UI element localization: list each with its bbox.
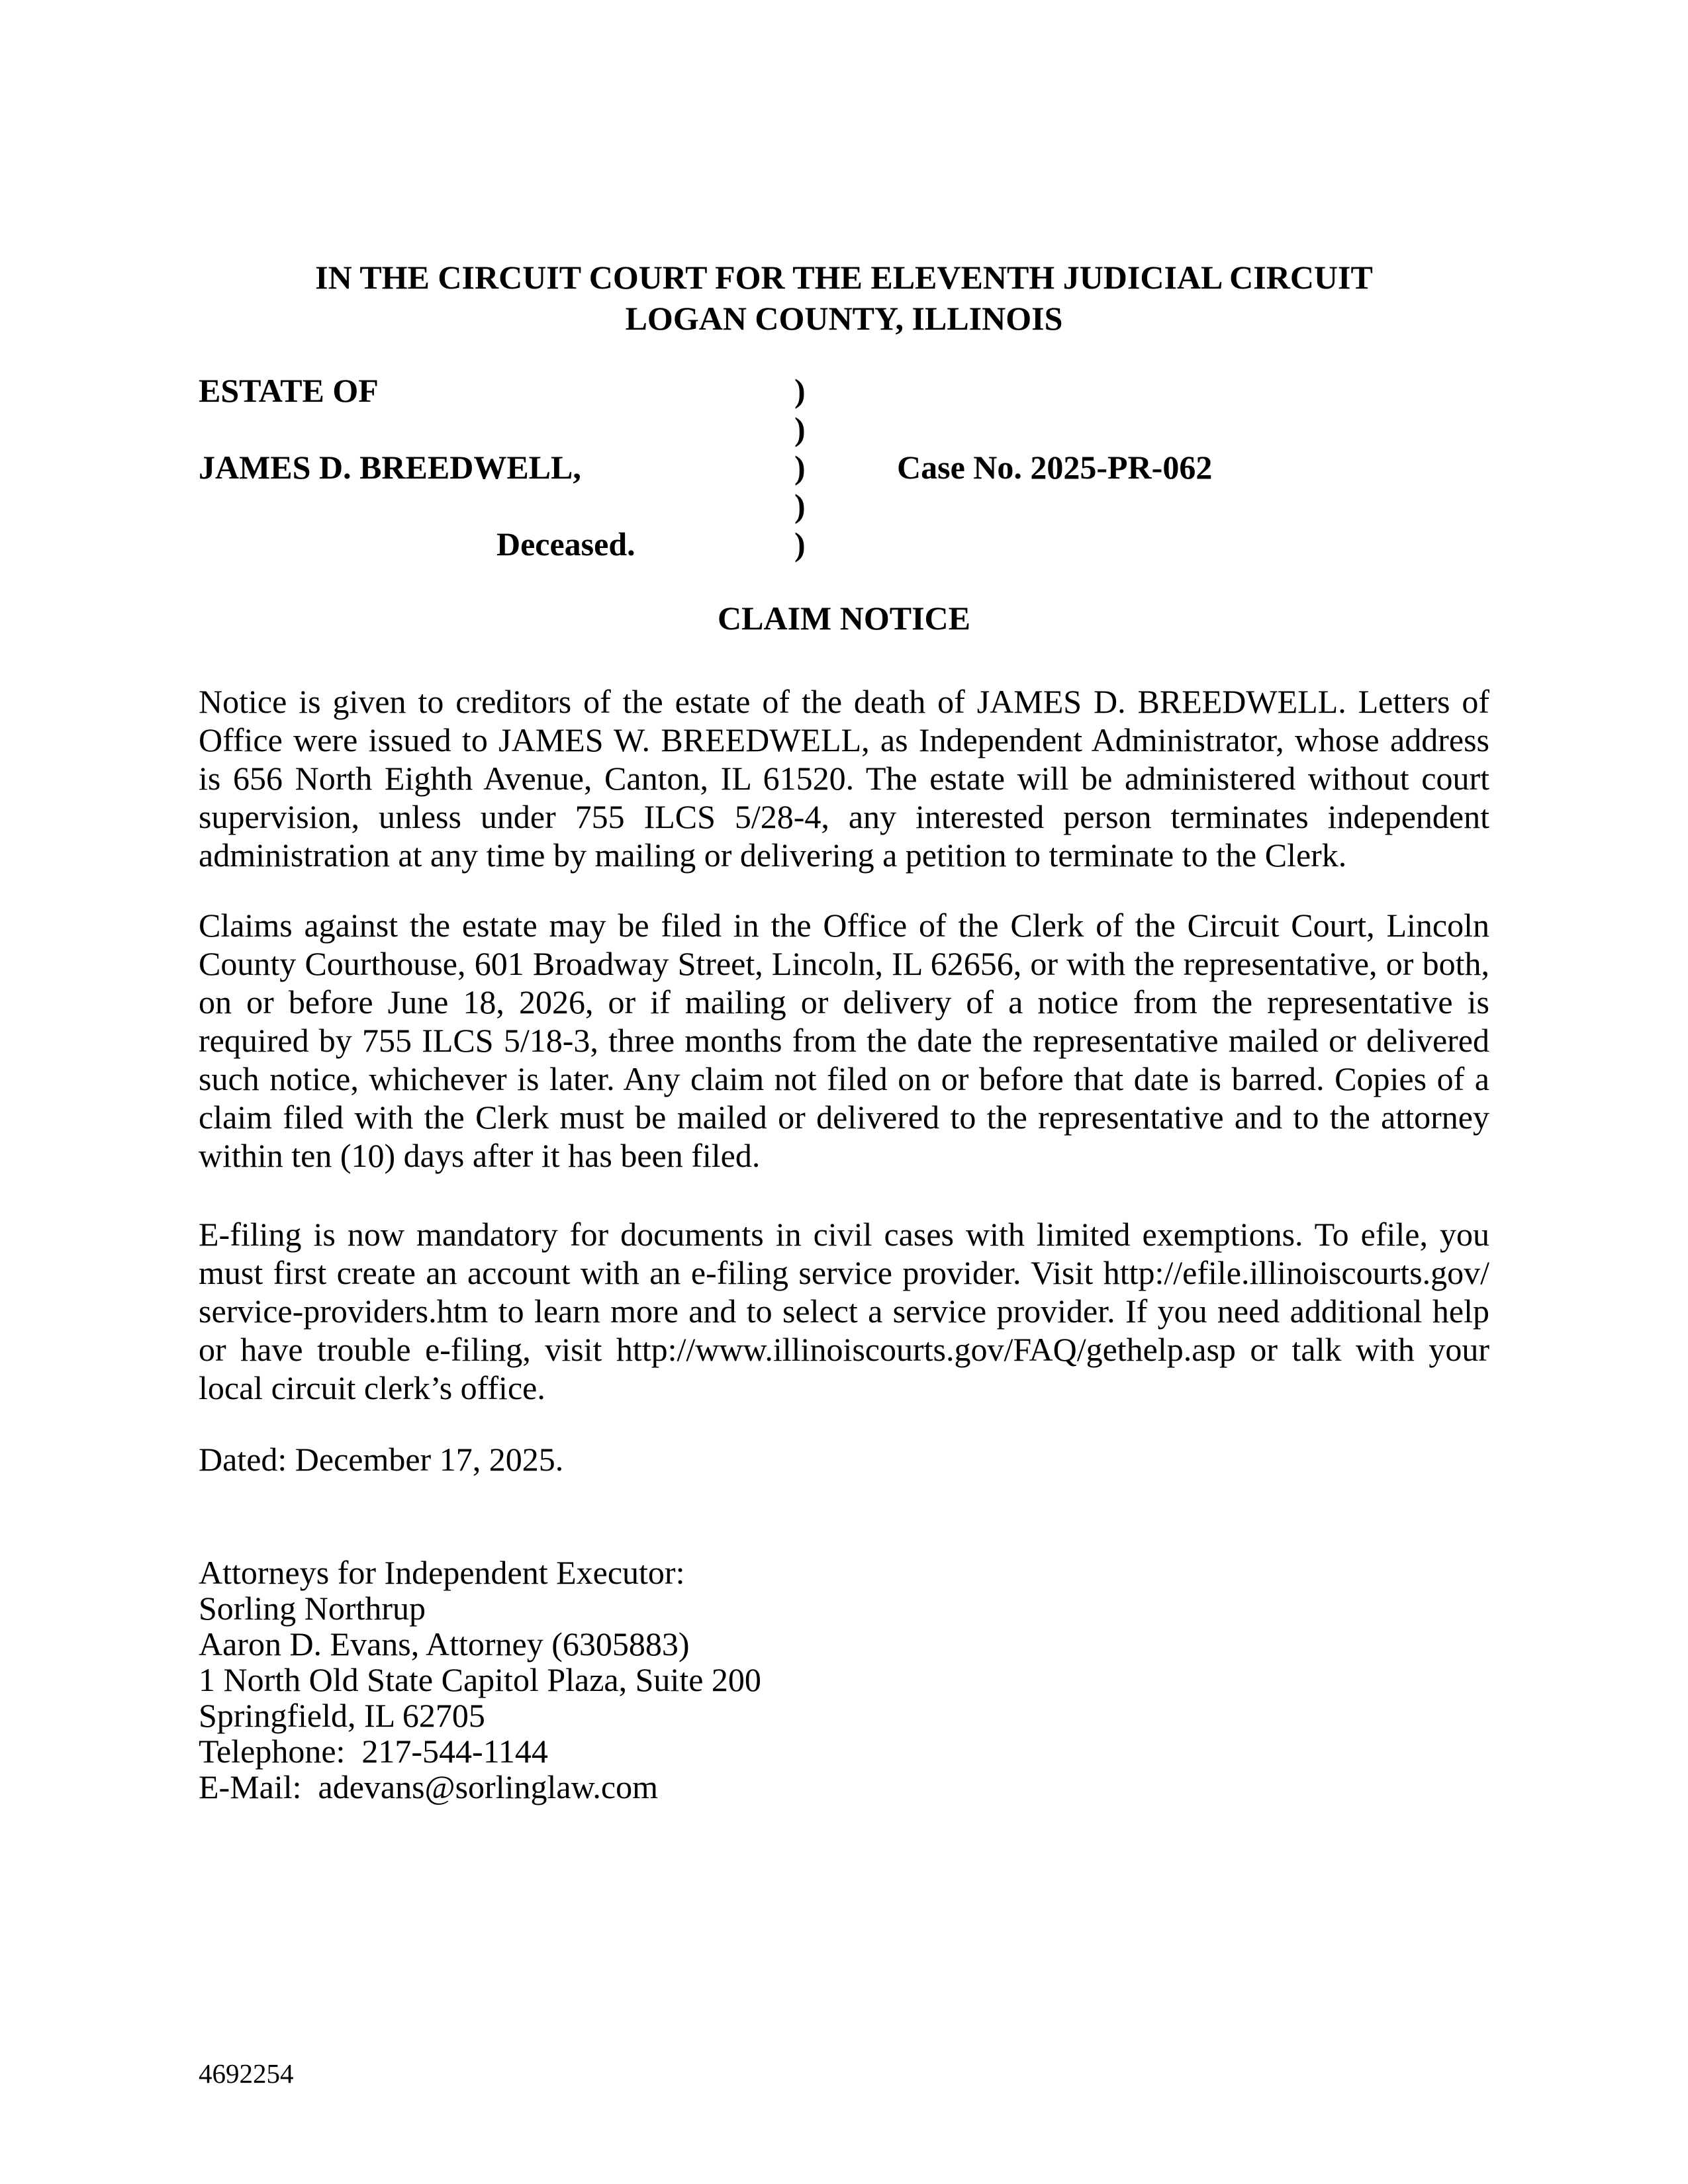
court-header-line-1: IN THE CIRCUIT COURT FOR THE ELEVENTH JUDICIAL CIRCUIT [315, 259, 1373, 296]
court-header [199, 257, 1489, 339]
attorney-block [199, 1555, 1489, 1805]
estate-of-label: ESTATE OF [199, 372, 379, 409]
attorney-phone-line: Telephone: 217-544-1144 [199, 1733, 548, 1770]
case-number: Case No. 2025-PR-062 [897, 449, 1213, 486]
attorney-address-line-1: 1 North Old State Capitol Plaza, Suite 200 [199, 1661, 761, 1698]
caption-paren-2: ) [794, 410, 806, 447]
decedent-name: JAMES D. BREEDWELL, [199, 449, 581, 486]
attorney-role-line: Attorneys for Independent Executor: [199, 1554, 685, 1591]
case-caption [199, 371, 1489, 563]
paragraph-claims-filing: Claims against the estate may be filed in the Office of the Clerk of the Circuit Court, Lincoln County Courthouse, 601 Broadway Street, Lincoln, IL 62656, or with the representative, or both, on or before June 18, 2026, or if mailing or delivery of a notice from the representative is required by 755 ILCS 5/18-3, three months from the date the representative mailed or delivered such notice, whichever is later. Any claim not filed on or before that date is barred. Copies of a claim filed with the Clerk must be mailed or delivered to the representative and to the attorney within ten (10) days after it has been filed. [199, 907, 1489, 1174]
attorney-firm-line: Sorling Northrup [199, 1590, 426, 1627]
caption-spacer [897, 410, 1489, 448]
document-id-footer: 4692254 [199, 2058, 294, 2089]
caption-paren-3: ) [794, 449, 806, 486]
caption-spacer [897, 525, 1489, 563]
deceased-label: Deceased. [496, 525, 635, 563]
caption-spacer [199, 486, 794, 525]
court-header-line-2: LOGAN COUNTY, ILLINOIS [625, 300, 1063, 337]
caption-spacer [897, 486, 1489, 525]
caption-paren-4: ) [794, 487, 806, 524]
attorney-name-line: Aaron D. Evans, Attorney (6305883) [199, 1625, 690, 1662]
caption-spacer [897, 371, 1489, 410]
caption-paren-5: ) [794, 525, 806, 563]
document-title: CLAIM NOTICE [718, 600, 970, 637]
paragraph-notice-to-creditors: Notice is given to creditors of the estate of the death of JAMES D. BREEDWELL. Letters of Office were issued to JAMES W. BREEDWELL, as Independent Administrator, whose address is 656 North Eighth Avenue, Canton, IL 61520. The estate will be administered without court supervision, unless under 755 ILCS 5/28-4, any interested person terminates independent administration at any time by mailing or delivering a petition to terminate to the Clerk. [199, 683, 1489, 874]
paragraph-efiling-notice: E-filing is now mandatory for documents in civil cases with limited exemptions. To efile, you must first create an account with an e-filing service provider. Visit http://efile.illinoiscourts.gov/​service-providers.htm to learn more and to select a service provider. If you need additional help or have trouble e-filing, visit http://www.illinoiscourts.gov/FAQ/gethelp.asp or talk with your local circuit clerk’s office. [199, 1216, 1489, 1406]
attorney-address-line-2: Springfield, IL 62705 [199, 1697, 485, 1734]
attorney-email-line: E-Mail: adevans@sorlinglaw.com [199, 1768, 659, 1805]
dated-line: Dated: December 17, 2025. [199, 1441, 564, 1478]
caption-spacer [199, 410, 794, 448]
caption-paren-1: ) [794, 372, 806, 409]
